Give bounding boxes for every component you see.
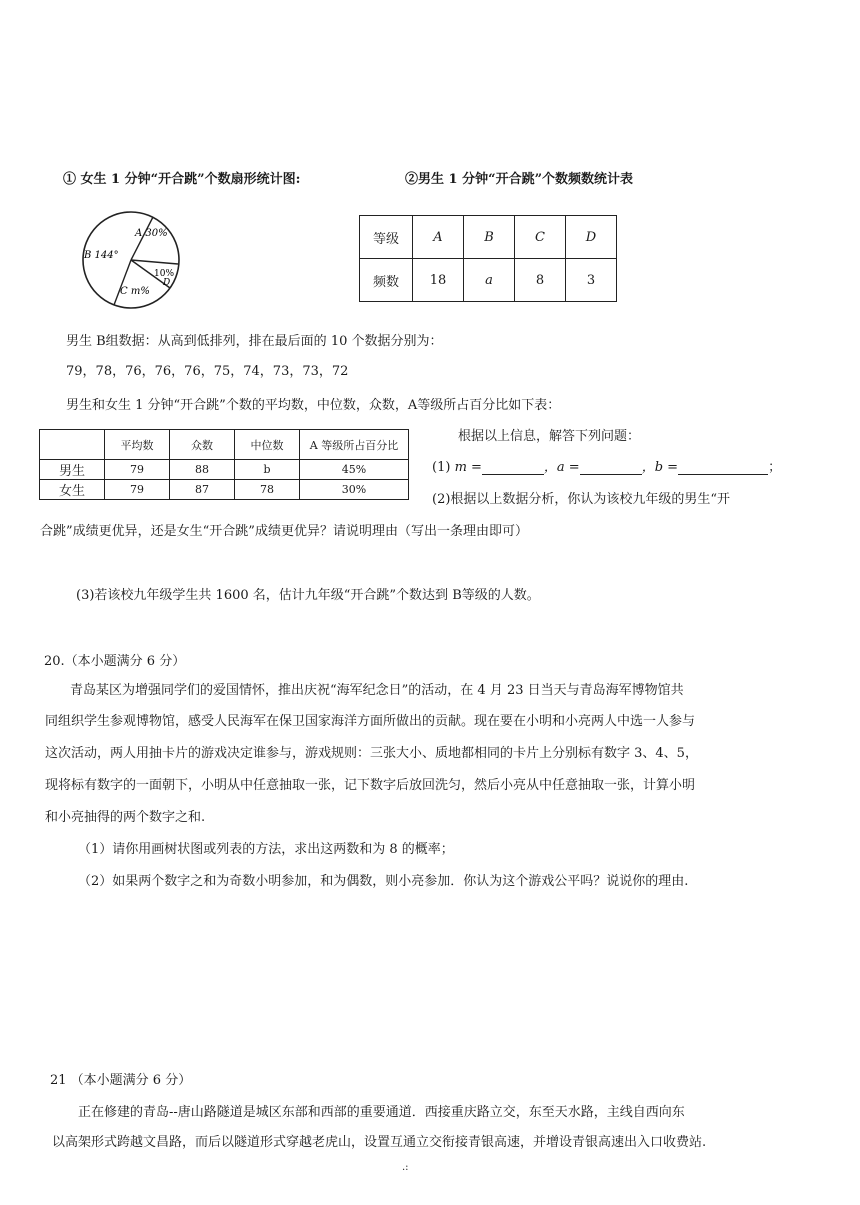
freq-row-count — [360, 259, 617, 302]
stats-header-row — [40, 430, 409, 460]
freq-row-grade — [360, 216, 617, 259]
stats-cell: 45% — [300, 460, 409, 480]
q21-paragraph-line: 以高架形式跨越文昌路，而后以隧道形式穿越老虎山，设置互通立交衔接青银高速，并增设青银高速出入口收费站. — [52, 1135, 707, 1150]
page-footer-mark: .: — [402, 1162, 409, 1173]
q21-paragraph-line: 正在修建的青岛--唐山路隧道是城区东部和西部的重要通道．西接重庆路立交，东至天水路，主线自西向东 — [78, 1105, 685, 1120]
answer-blank-a[interactable] — [580, 474, 642, 475]
q20-paragraph-line: 青岛某区为增强同学们的爱国情怀，推出庆祝“海军纪念日”的活动，在 4 月 23 日当天与青岛海军博物馆共 — [70, 683, 684, 698]
girls-pie-chart — [78, 208, 188, 313]
q1-m-label: m = — [454, 460, 482, 475]
pie-label-d: D — [163, 278, 171, 288]
freq-cell: 18 — [413, 259, 464, 302]
q20-paragraph-line: 这次活动，两人用抽卡片的游戏决定谁参与，游戏规则：三张大小、质地都相同的卡片上分别标有数字 3、4、5， — [45, 746, 698, 761]
stats-row-girls — [40, 480, 409, 500]
freq-cell: A — [413, 216, 464, 259]
stats-header-cell: A 等级所占百分比 — [300, 430, 409, 460]
stats-header-cell: 中位数 — [235, 430, 300, 460]
freq-cell: D — [566, 216, 617, 259]
pie-label-c: C m% — [120, 286, 150, 297]
stats-cell: b — [235, 460, 300, 480]
freq-table-heading: ②男生 1 分钟“开合跳”个数频数统计表 — [405, 172, 634, 187]
question-2-line2: 合跳”成绩更优异，还是女生“开合跳”成绩更优异？请说明理由（写出一条理由即可） — [40, 524, 528, 539]
q1-label: (1) — [432, 460, 451, 475]
stats-cell: 78 — [235, 480, 300, 500]
q20-paragraph-line: 同组织学生参观博物馆，感受人民海军在保卫国家海洋方面所做出的贡献。现在要在小明和小亮两人中选一人参与 — [45, 714, 696, 729]
q1-b-label: ，b = — [641, 460, 679, 475]
boys-b-intro: 男生 B组数据：从高到低排列，排在最后面的 10 个数据分别为： — [66, 334, 443, 349]
stats-cell: 87 — [170, 480, 235, 500]
freq-cell: B — [464, 216, 515, 259]
stats-cell: 男生 — [40, 460, 105, 480]
stats-header-cell: 平均数 — [105, 430, 170, 460]
stats-row-boys — [40, 460, 409, 480]
stats-cell: 女生 — [40, 480, 105, 500]
q20-paragraph-line: 和小亮抽得的两个数字之和. — [45, 810, 206, 825]
stats-cell: 88 — [170, 460, 235, 480]
pie-label-d-pct: 10% — [154, 269, 175, 279]
freq-cell: 频数 — [360, 259, 413, 302]
boys-b-data: 79，78，76，76，76，75，74，73，73，72 — [66, 364, 349, 379]
stats-intro: 男生和女生 1 分钟“开合跳”个数的平均数，中位数，众数，A等级所占百分比如下表： — [66, 398, 561, 413]
boys-frequency-table — [359, 215, 617, 302]
stats-header-cell: 众数 — [170, 430, 235, 460]
pie-label-b: B 144° — [84, 250, 119, 261]
stats-cell: 79 — [105, 480, 170, 500]
pie-chart-heading: ① 女生 1 分钟“开合跳”个数扇形统计图: — [63, 172, 301, 187]
pie-divider-a-d — [131, 260, 178, 264]
q21-heading: 21 （本小题满分 6 分） — [50, 1073, 192, 1088]
freq-cell: a — [464, 259, 515, 302]
pie-divider-c-b — [114, 260, 131, 305]
stats-cell: 79 — [105, 460, 170, 480]
stats-cell: 30% — [300, 480, 409, 500]
answer-blank-m[interactable] — [482, 474, 544, 475]
q1-a-label: ，a = — [543, 460, 580, 475]
stats-header-cell — [40, 430, 105, 460]
question-3: (3)若该校九年级学生共 1600 名，估计九年级“开合跳”个数达到 B等级的人数。 — [76, 588, 540, 603]
freq-cell: 等级 — [360, 216, 413, 259]
q20-subquestion-2: （2）如果两个数字之和为奇数小明参加，和为偶数，则小亮参加．你认为这个游戏公平吗？说说你的理由. — [78, 874, 689, 889]
answer-blank-b[interactable] — [678, 474, 768, 475]
q20-subquestion-1: （1）请你用画树状图或列表的方法，求出这两数和为 8 的概率； — [78, 842, 454, 857]
q20-paragraph-line: 现将标有数字的一面朝下，小明从中任意抽取一张，记下数字后放回洗匀，然后小亮从中任意抽取一张，计算小明 — [45, 778, 696, 793]
freq-cell: 8 — [515, 259, 566, 302]
freq-cell: 3 — [566, 259, 617, 302]
freq-cell: C — [515, 216, 566, 259]
question-2-line1: (2)根据以上数据分析，你认为该校九年级的男生“开 — [432, 492, 731, 507]
question-1 — [432, 456, 781, 475]
stats-table — [39, 429, 409, 500]
pie-label-a: A 30% — [135, 228, 168, 239]
q1-end: ； — [768, 460, 782, 475]
answer-prompt: 根据以上信息，解答下列问题： — [458, 429, 641, 444]
q20-heading: 20.（本小题满分 6 分） — [44, 654, 186, 669]
